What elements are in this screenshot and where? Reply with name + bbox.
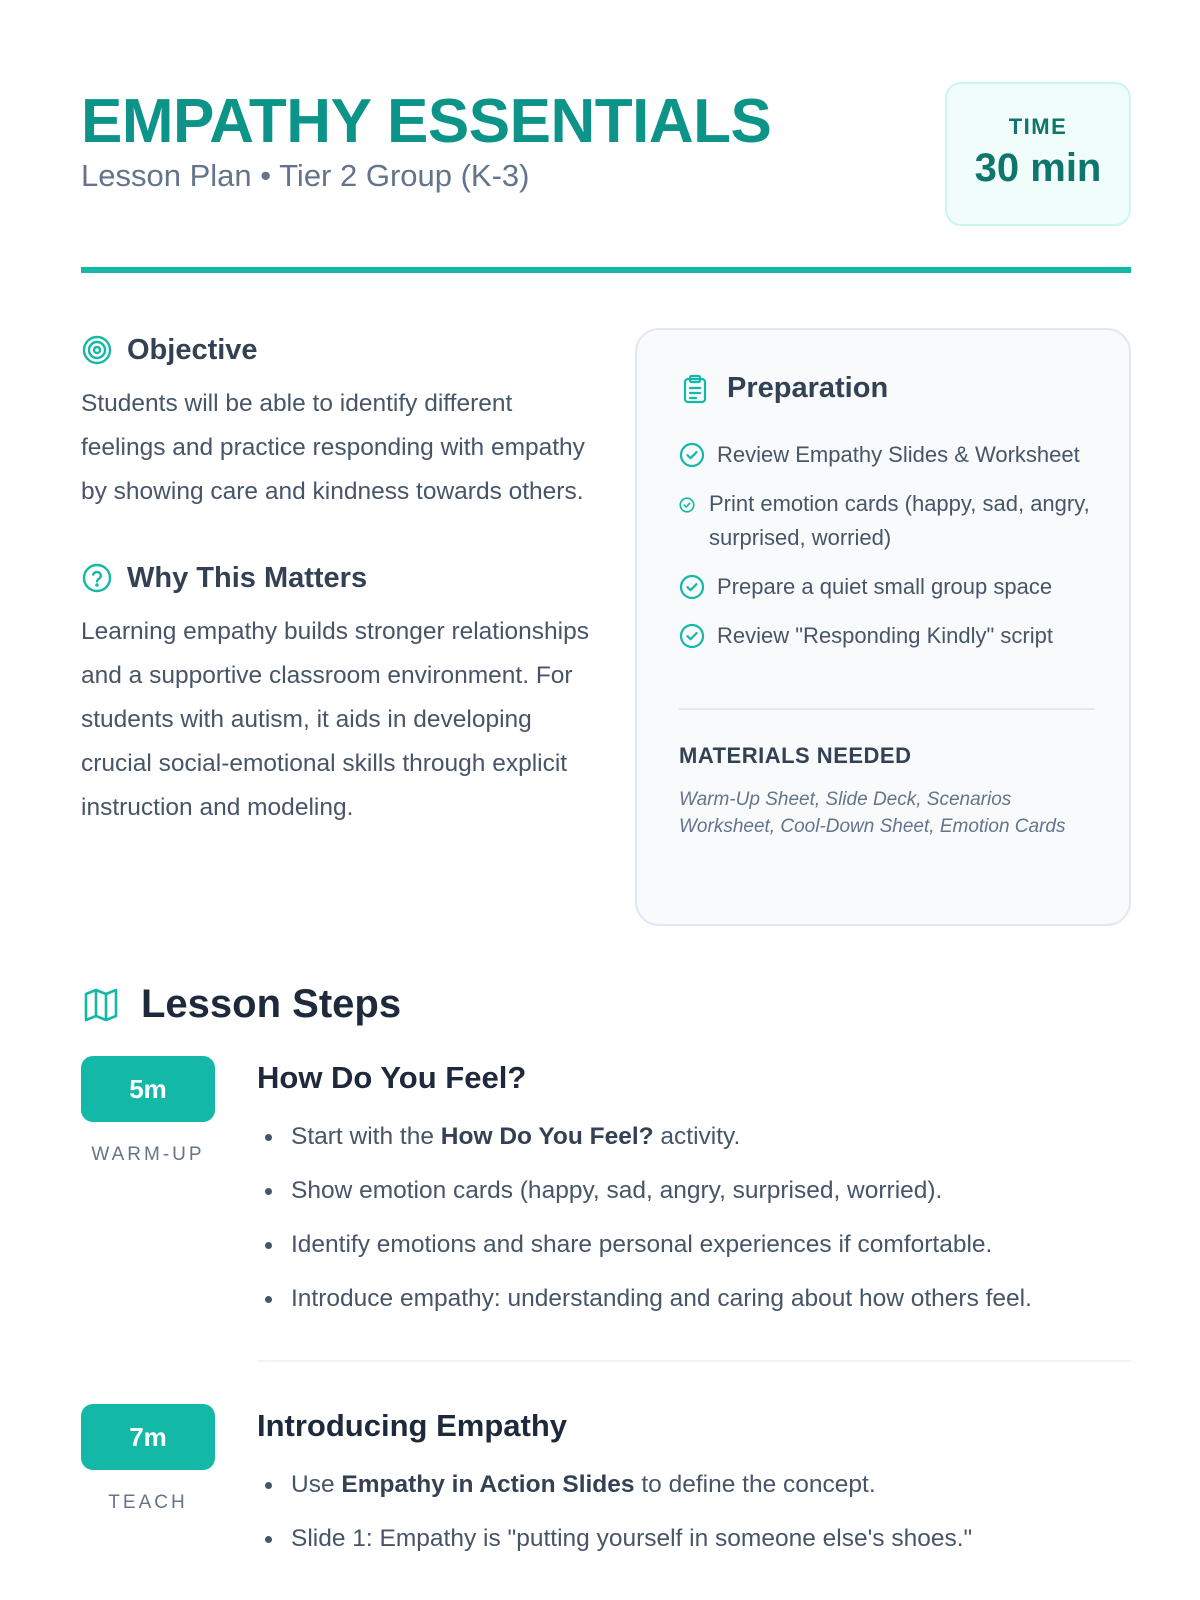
step-bullets bbox=[257, 1110, 1131, 1326]
step-bullet: Show emotion cards (happy, sad, angry, surprised, worried). bbox=[257, 1164, 1131, 1218]
left-column bbox=[81, 330, 591, 830]
objective-text: Students will be able to identify different feelings and practice responding with empathy by showing care and kindness towards others. bbox=[81, 390, 585, 505]
preparation-heading bbox=[679, 372, 888, 405]
prep-item bbox=[679, 619, 1099, 653]
step-body bbox=[257, 1404, 1131, 1566]
why-title: Why This Matters bbox=[127, 561, 368, 594]
objective-heading bbox=[81, 330, 591, 370]
prep-item-text: Print emotion cards (happy, sad, angry, surprised, worried) bbox=[709, 491, 1090, 550]
step-body bbox=[257, 1056, 1131, 1326]
check-circle-icon bbox=[679, 442, 705, 468]
why-heading bbox=[81, 558, 591, 598]
lesson-step bbox=[81, 1056, 1131, 1376]
step-divider bbox=[257, 1360, 1131, 1362]
step-bullet: Identify emotions and share personal experiences if comfortable. bbox=[257, 1218, 1131, 1272]
step-kind-label: WARM-UP bbox=[91, 1144, 205, 1165]
materials-text: Warm-Up Sheet, Slide Deck, Scenarios Worksheet, Cool-Down Sheet, Emotion Cards bbox=[679, 789, 1066, 837]
check-circle-icon bbox=[679, 574, 705, 600]
preparation-title: Preparation bbox=[727, 372, 889, 404]
prep-item bbox=[679, 570, 1099, 604]
target-icon bbox=[81, 334, 113, 366]
header-divider bbox=[81, 267, 1131, 273]
check-circle-icon bbox=[679, 497, 695, 513]
card-divider bbox=[679, 708, 1095, 710]
step-title: Introducing Empathy bbox=[257, 1408, 567, 1443]
step-duration-badge: 7m bbox=[81, 1404, 215, 1470]
preparation-card bbox=[635, 328, 1131, 926]
time-value: 30 min bbox=[974, 146, 1102, 190]
question-circle-icon bbox=[81, 562, 113, 594]
step-bullet: Start with the How Do You Feel? activity. bbox=[257, 1110, 1131, 1164]
page-title: EMPATHY ESSENTIALS bbox=[81, 87, 772, 156]
why-text: Learning empathy builds stronger relationships and a supportive classroom environment. For students with autism, it aids in developing crucial social-emotional skills through explicit instruction and modeling. bbox=[81, 618, 589, 821]
prep-item-text: Prepare a quiet small group space bbox=[717, 574, 1053, 599]
header bbox=[81, 78, 1131, 228]
step-bullet: Introduce empathy: understanding and caring about how others feel. bbox=[257, 1272, 1131, 1326]
materials-label: MATERIALS NEEDED bbox=[679, 743, 912, 768]
lesson-steps-heading bbox=[81, 982, 401, 1027]
step-duration-badge: 5m bbox=[81, 1056, 215, 1122]
step-bullet: Use Empathy in Action Slides to define the concept. bbox=[257, 1458, 1131, 1512]
preparation-list bbox=[679, 438, 1099, 668]
lesson-plan-page bbox=[81, 0, 1131, 1600]
time-badge bbox=[945, 82, 1131, 226]
lesson-step bbox=[81, 1404, 1131, 1600]
prep-item-text: Review "Responding Kindly" script bbox=[717, 623, 1053, 648]
time-label: TIME bbox=[1008, 114, 1068, 139]
step-title: How Do You Feel? bbox=[257, 1060, 527, 1095]
step-bullet: Slide 1: Empathy is "putting yourself in someone else's shoes." bbox=[257, 1512, 1131, 1566]
prep-item bbox=[679, 438, 1099, 472]
prep-item-text: Review Empathy Slides & Worksheet bbox=[717, 442, 1080, 467]
map-icon bbox=[81, 985, 121, 1025]
check-circle-icon bbox=[679, 623, 705, 649]
step-kind-label: TEACH bbox=[108, 1492, 188, 1513]
lesson-steps-title: Lesson Steps bbox=[141, 982, 402, 1026]
prep-item bbox=[679, 487, 1099, 555]
step-bullets bbox=[257, 1458, 1131, 1566]
clipboard-icon bbox=[679, 373, 711, 405]
objective-title: Objective bbox=[127, 333, 258, 366]
page-subtitle: Lesson Plan • Tier 2 Group (K-3) bbox=[81, 158, 530, 193]
